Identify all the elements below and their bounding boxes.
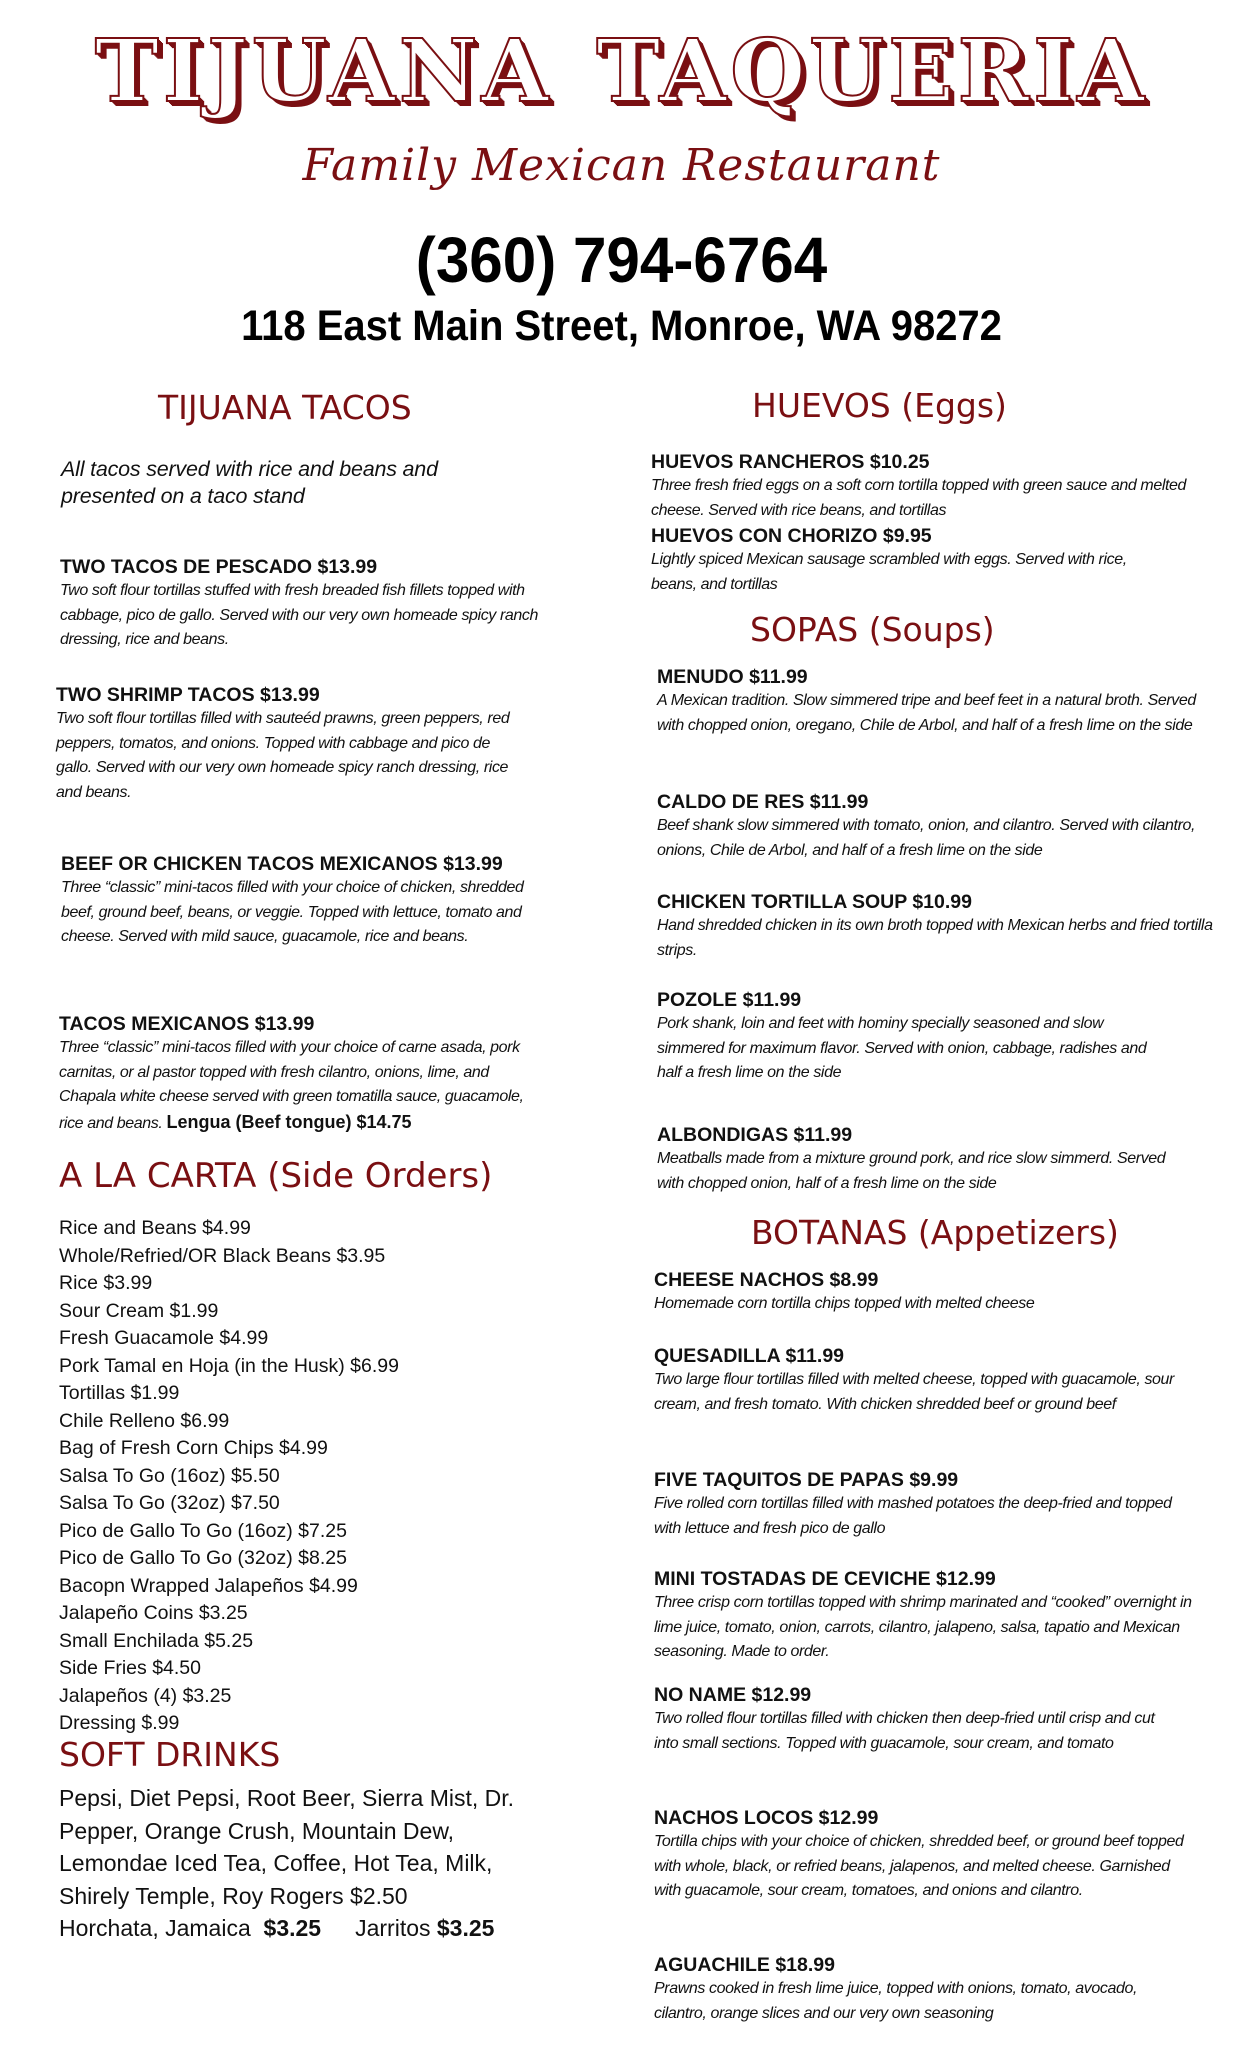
item-name: MENUDO $11.99 (657, 666, 808, 688)
section-title-a-la-carta: A LA CARTA (Side Orders) (59, 1156, 493, 1196)
item-description: Lightly spiced Mexican sausage scrambled with eggs. Served with rice, beans, and tortillas (651, 551, 1127, 593)
special-drink-name: Horchata, Jamaica (59, 1915, 251, 1941)
address: 118 East Main Street, Monroe, WA 98272 (241, 302, 1002, 350)
list-item: Small Enchilada $5.25 (59, 1629, 254, 1652)
special-drink-price: $3.25 (436, 1915, 495, 1941)
brand-word-tijuana: TIJUANA (94, 21, 553, 122)
menu-item (654, 1806, 1184, 1904)
list-item: Dressing $.99 (59, 1712, 180, 1734)
item-description-text: Three “classic” mini-tacos filled with your choice of carne asada, pork carnitas, or al pastor topped with fresh cilantro, onions, lime, and Chapala white cheese served with green tomatilla sauce, guacamole, rice and beans. (59, 1039, 524, 1132)
list-item: Jalapeño Coins $3.25 (59, 1602, 248, 1624)
section-title-tijuana-tacos: TIJUANA TACOS (158, 388, 412, 427)
item-description: Two rolled flour tortillas filled with chicken then deep-fried until crisp and cut into small sections. Topped with guacamole, sour cream, and tomato (654, 1710, 1155, 1752)
item-description: Meatballs made from a mixture ground pork, and rice slow simmerd. Served with chopped onion, half of a fresh lime on the side (657, 1150, 1166, 1192)
menu-item (657, 1123, 1177, 1196)
item-name: CHEESE NACHOS $8.99 (654, 1269, 879, 1291)
item-name: NACHOS LOCOS $12.99 (654, 1807, 879, 1829)
item-name: CALDO DE RES $11.99 (657, 791, 869, 813)
item-name: TWO TACOS DE PESCADO $13.99 (60, 556, 378, 578)
item-name: BEEF OR CHICKEN TACOS MEXICANOS $13.99 (61, 853, 503, 875)
drinks-line: Pepper, Orange Crush, Mountain Dew, (59, 1817, 455, 1844)
list-item: Whole/Refried/OR Black Beans $3.95 (59, 1244, 386, 1267)
section-title-soft-drinks: SOFT DRINKS (59, 1735, 281, 1774)
list-item: Pico de Gallo To Go (32oz) $8.25 (59, 1547, 347, 1569)
item-name: AGUACHILE $18.99 (654, 1954, 835, 1976)
restaurant-logo (0, 22, 1243, 122)
item-description: Homemade corn tortilla chips topped with melted cheese (654, 1295, 1035, 1312)
item-name: NO NAME $12.99 (654, 1684, 812, 1706)
list-item: Salsa To Go (32oz) $7.50 (59, 1492, 280, 1514)
item-description: Three crisp corn tortillas topped with shrimp marinated and “cooked” overnight in lime juice, tomato, onion, carrots, cilantro, jalapeno, salsa, tapatio and Mexican seasoning. Made to order. (654, 1594, 1192, 1660)
list-item: Tortillas $1.99 (59, 1382, 180, 1404)
menu-item (654, 1953, 1154, 2026)
menu-item (654, 1683, 1174, 1756)
item-name: ALBONDIGAS $11.99 (657, 1124, 853, 1146)
menu-item (59, 1012, 539, 1136)
item-name: TWO SHRIMP TACOS $13.99 (56, 684, 320, 706)
list-item: Jalapeños (4) $3.25 (59, 1684, 232, 1707)
menu-item (654, 1468, 1174, 1541)
list-item: Sour Cream $1.99 (59, 1299, 219, 1322)
item-name: POZOLE $11.99 (657, 989, 802, 1011)
item-description: Prawns cooked in fresh lime juice, topped with onions, tomato, avocado, cilantro, orange slices and our very own seasoning (654, 1980, 1137, 2022)
item-description: Three fresh fried eggs on a soft corn tortilla topped with green sauce and melted cheese. Served with rice beans, and tortillas (651, 477, 1187, 519)
list-item: Side Fries $4.50 (59, 1657, 201, 1679)
menu-item (56, 683, 526, 805)
side-orders-list (59, 1215, 399, 1738)
drinks-line: Lemondae Iced Tea, Coffee, Hot Tea, Milk, (59, 1850, 493, 1876)
item-description: Hand shredded chicken in its own broth topped with Mexican herbs and fried tortilla strips. (657, 917, 1213, 959)
menu-item (651, 450, 1191, 523)
item-description: Tortilla chips with your choice of chicken, shredded beef, or ground beef topped with whole, black, or refried beans, jalapenos, and melted cheese. Garnished with guacamole, sour cream, tomatoes, and onions and cilantro. (654, 1833, 1184, 1899)
item-name: TACOS MEXICANOS $13.99 (59, 1013, 315, 1035)
menu-item (61, 852, 531, 950)
item-name: HUEVOS RANCHEROS $10.25 (651, 451, 930, 473)
menu-item (657, 665, 1207, 738)
menu-item (657, 890, 1217, 963)
list-item: Bacopn Wrapped Jalapeños $4.99 (59, 1574, 358, 1597)
item-name: CHICKEN TORTILLA SOUP $10.99 (657, 891, 972, 913)
item-description: Pork shank, loin and feet with hominy specially seasoned and slow simmered for maximum flavor. Served with onion, cabbage, radishes and half a fresh lime on the side (657, 1015, 1147, 1081)
list-item: Chile Relleno $6.99 (59, 1409, 230, 1432)
list-item: Fresh Guacamole $4.99 (59, 1327, 269, 1349)
list-item: Pico de Gallo To Go (16oz) $7.25 (59, 1519, 347, 1542)
drinks-line: Pepsi, Diet Pepsi, Root Beer, Sierra Mist, Dr. (59, 1785, 515, 1811)
item-description: A Mexican tradition. Slow simmered tripe and beef feet in a natural broth. Served with chopped onion, oregano, Chile de Arbol, and half of a fresh lime on the side (657, 692, 1196, 734)
menu-item (651, 524, 1171, 597)
section-title-huevos: HUEVOS (Eggs) (752, 386, 1007, 425)
item-description: Two soft flour tortillas filled with sauteéd prawns, green peppers, red peppers, tomatos, and onions. Topped with cabbage and pico de gallo. Served with our very own homeade spicy ranch dressing, rice and beans. (56, 710, 510, 801)
drinks-line: Shirely Temple, Roy Rogers $2.50 (59, 1882, 408, 1909)
item-description: Beef shank slow simmered with tomato, onion, and cilantro. Served with cilantro, onions, Chile de Arbol, and half of a fresh lime on the side (657, 817, 1196, 859)
list-item: Salsa To Go (16oz) $5.50 (59, 1464, 280, 1487)
item-name: QUESADILLA $11.99 (654, 1345, 845, 1367)
special-drink-price: $3.25 (263, 1915, 322, 1941)
brand-word-taqueria: TAQUERIA (596, 21, 1149, 122)
soft-drinks-list (59, 1782, 579, 1945)
tagline: Family Mexican Restaurant (302, 140, 941, 191)
item-name: HUEVOS CON CHORIZO $9.95 (651, 525, 932, 547)
item-extra-price: Lengua (Beef tongue) $14.75 (166, 1111, 412, 1132)
item-description: Three “classic” mini-tacos filled with your choice of chicken, shredded beef, ground beef, beans, or veggie. Topped with lettuce, tomato and cheese. Served with mild sauce, guacamole, rice and beans. (61, 879, 524, 945)
menu-item (654, 1567, 1204, 1665)
list-item: Pork Tamal en Hoja (in the Husk) $6.99 (59, 1354, 399, 1377)
item-description: Two large flour tortillas filled with melted cheese, topped with guacamole, sour cream, and fresh tomato. With chicken shredded beef or ground beef (654, 1371, 1174, 1413)
item-description: Two soft flour tortillas stuffed with fresh breaded fish fillets topped with cabbage, pico de gallo. Served with our very own homeade spicy ranch dressing, rice and beans. (60, 582, 538, 648)
list-item: Rice $3.99 (59, 1272, 153, 1294)
item-name: MINI TOSTADAS DE CEVICHE $12.99 (654, 1568, 996, 1590)
item-description: Five rolled corn tortillas filled with mashed potatoes the deep-fried and topped with lettuce and fresh pico de gallo (654, 1495, 1172, 1537)
list-item: Rice and Beans $4.99 (59, 1217, 251, 1239)
drinks-specials-line (59, 1912, 579, 1945)
menu-item (654, 1344, 1174, 1417)
list-item: Bag of Fresh Corn Chips $4.99 (59, 1437, 328, 1459)
section-title-botanas: BOTANAS (Appetizers) (751, 1213, 1119, 1252)
menu-item (654, 1268, 1194, 1317)
special-drink-name: Jarritos (355, 1915, 431, 1941)
menu-item (657, 988, 1157, 1086)
menu-item (60, 555, 540, 653)
tacos-intro: All tacos served with rice and beans and presented on a taco stand (61, 457, 438, 508)
menu-item (657, 790, 1197, 863)
phone-number[interactable]: (360) 794-6764 (415, 224, 828, 296)
section-title-sopas: SOPAS (Soups) (750, 610, 995, 649)
item-name: FIVE TAQUITOS DE PAPAS $9.99 (654, 1469, 959, 1491)
item-description (59, 1036, 539, 1136)
